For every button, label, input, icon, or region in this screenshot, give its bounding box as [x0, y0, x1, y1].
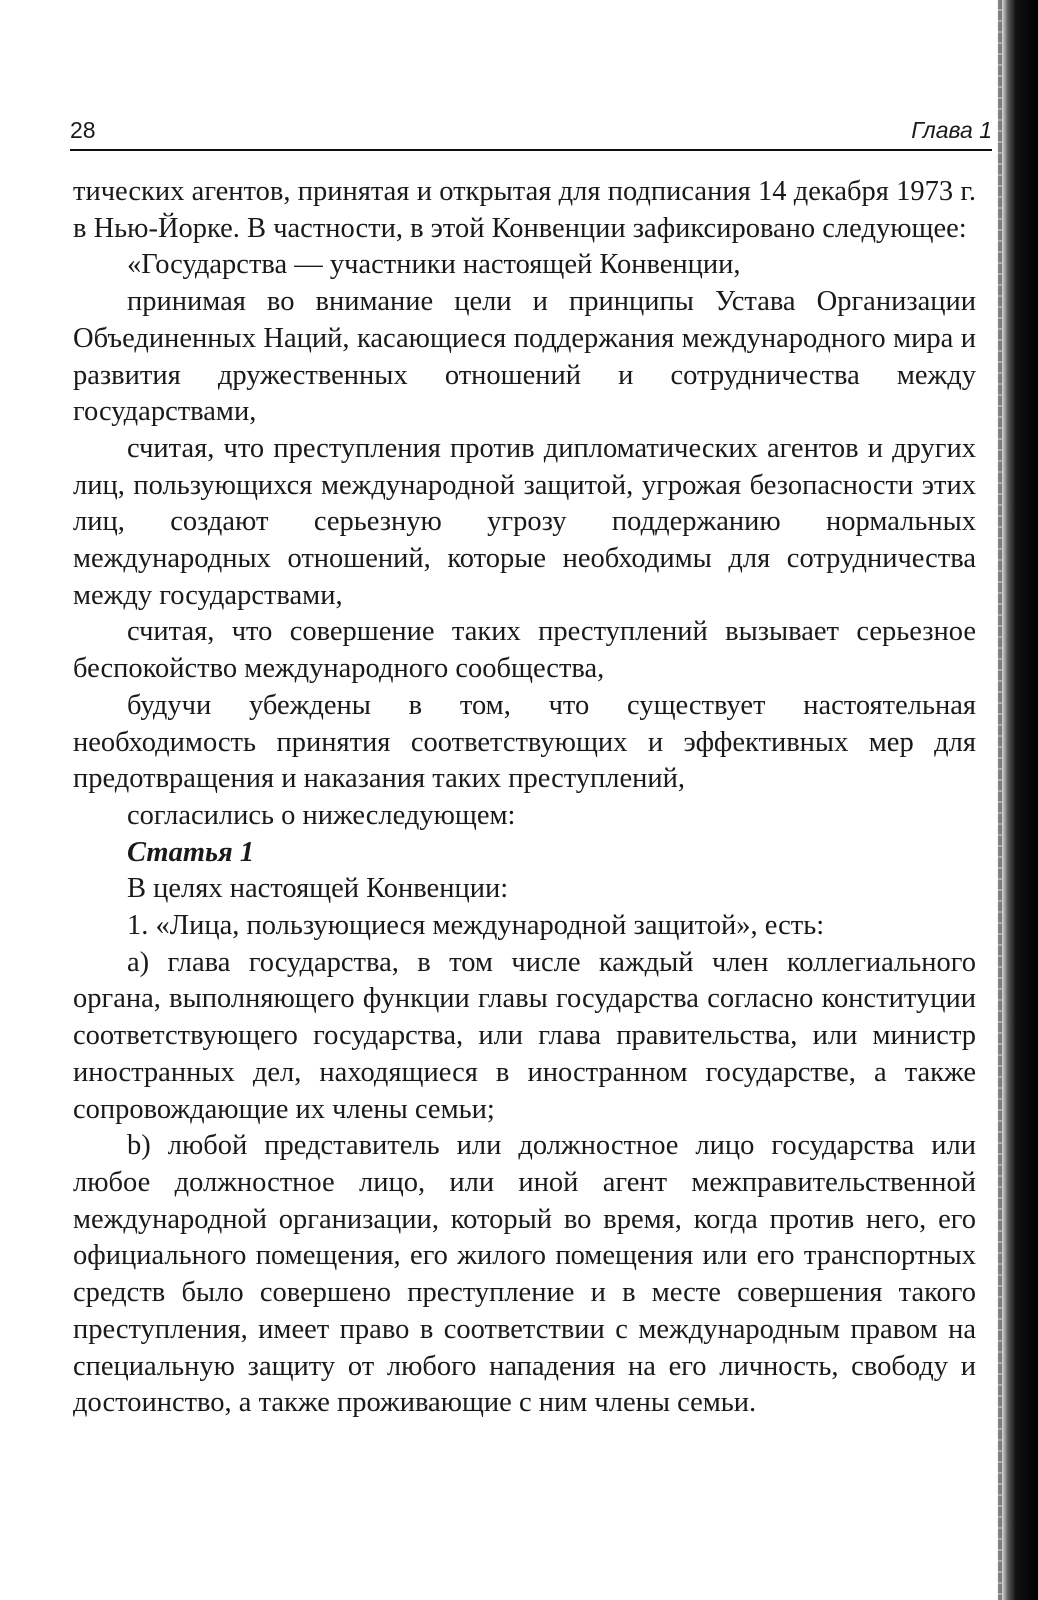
page-number: 28 — [70, 117, 96, 143]
paragraph-item-b: b) любой представитель или должностное лицо государства или любое должностное лицо, или иной агент межправительственной международной организации, который во время, когда против него, его официального помещения, его жилого помещения или его транспортных средств было совершено преступление и в месте совершения такого преступления, имеет право в соответствии с международным правом на специальную защиту от любого нападения на его личность, свободу и достоинство, а также проживающие с ним члены семьи. — [73, 1130, 976, 1419]
paragraph-item-a: a) глава государства, в том числе каждый член коллегиального органа, выполняющего функции главы государства согласно конституции соответствующего государства, или глава правительства, или министр иностранных дел, находящиеся в иностранном государстве, а также сопровождающие их члены семьи; — [73, 946, 976, 1125]
paragraph-agreed: согласились о нижеследующем: — [127, 799, 516, 831]
paragraph-intro: тических агентов, принятая и открытая для подписания 14 декабря 1973 г. в Нью-Йорке. В частности, в этой Конвенции зафиксировано следующее: — [73, 176, 976, 244]
paragraph-preamble-measures: будучи убеждены в том, что существует настоятельная необходимость принятия соответствующих и эффективных мер для предотвращения и наказания таких преступлений, — [73, 689, 976, 795]
body-text — [73, 174, 976, 1422]
paragraph-preamble-opening: «Государства — участники настоящей Конвенции, — [127, 249, 741, 281]
paragraph-preamble-un-charter: принимая во внимание цели и принципы Устава Организации Объединенных Наций, касающиеся поддержания международного мира и развития дружественных отношений и сотрудничества между государствами, — [73, 286, 976, 428]
book-spine-shadow — [996, 0, 1038, 1600]
paragraph-purposes: В целях настоящей Конвенции: — [127, 873, 509, 905]
chapter-title: Глава 1 — [911, 117, 992, 143]
paragraph-preamble-crimes-threat: считая, что преступления против дипломатических агентов и других лиц, пользующихся международной защитой, угрожая безопасности этих лиц, создают серьезную угрозу поддержанию нормальных международных отношений, которые необходимы для сотрудничества между государствами, — [73, 432, 976, 611]
page-edge-texture — [998, 0, 1002, 1600]
running-header — [70, 113, 992, 151]
article-heading: Статья 1 — [127, 836, 255, 868]
paragraph-definition: 1. «Лица, пользующиеся международной защитой», есть: — [127, 910, 825, 942]
paragraph-preamble-concern: считая, что совершение таких преступлений вызывает серьезное беспокойство международного сообщества, — [73, 616, 976, 685]
